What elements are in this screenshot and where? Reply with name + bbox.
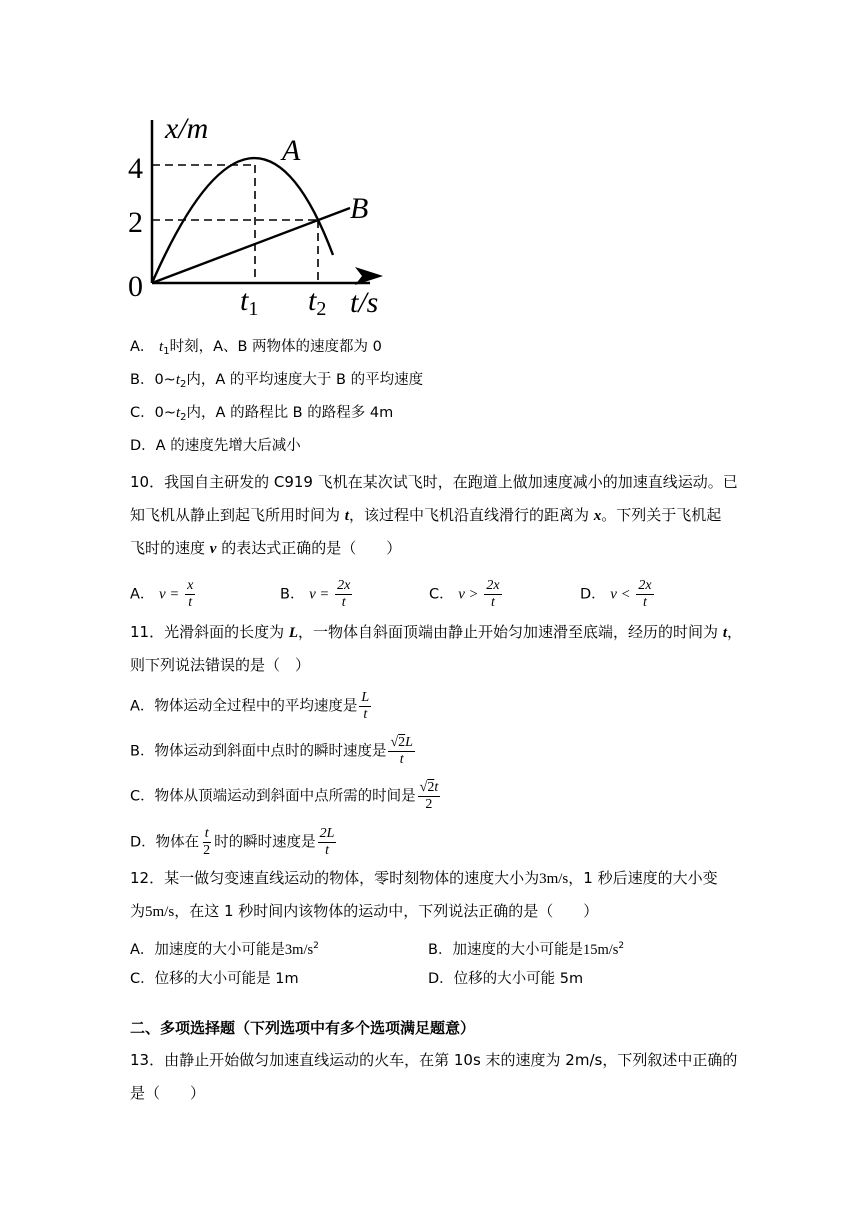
option-text: 加速度的大小可能是 [452, 942, 583, 958]
numerator: 2L [319, 826, 335, 841]
y-tick-2: 2 [128, 206, 143, 239]
q11-stem-line1 [130, 622, 742, 643]
q9-option-b[interactable] [130, 370, 423, 395]
option-letter: C． [429, 586, 454, 603]
subscript: 2 [180, 379, 187, 390]
option-text: 位移的大小可能 5m [453, 971, 584, 987]
q10-option-c[interactable] [429, 578, 504, 611]
lhs: v [458, 586, 465, 603]
option-letter: B． [130, 743, 155, 760]
curve-a-label: A [282, 134, 301, 167]
option-text: 物体在 [155, 834, 200, 851]
numerator: 2x [337, 578, 351, 593]
value: 3m/s [284, 942, 314, 958]
option-text: 物体运动全过程中的平均速度是 [154, 698, 358, 715]
range-prefix: 0~ [154, 372, 176, 388]
option-text: 位移的大小可能是 1m [154, 971, 299, 987]
subscript: 2 [180, 412, 187, 423]
y-tick-4: 4 [128, 152, 143, 185]
text: ，在这 1 秒时间内该物体的运动中，下列说法正确的是（ ） [174, 902, 599, 920]
operator: < [621, 586, 630, 603]
denominator: t [363, 707, 368, 722]
numerator: x [187, 578, 194, 593]
denominator: t [643, 595, 647, 610]
numerator: L [361, 690, 370, 705]
text: ，一物体自斜面顶端由静止开始匀加速滑至底端，经历的时间为 [298, 623, 723, 641]
x-tick-t2: t2 [308, 284, 327, 320]
section-2-heading: 二、多项选择题（下列选项中有多个选项满足题意） [130, 1019, 476, 1037]
q11-option-a[interactable] [130, 690, 373, 723]
xt-graph [0, 0, 860, 320]
lhs: v [610, 586, 617, 603]
var-t: t [176, 405, 181, 421]
text: 的表达式正确的是（ ） [216, 539, 402, 557]
denominator: t [325, 843, 330, 858]
q10-stem-line1: 10．我国自主研发的 C919 飞机在某次试飞时，在跑道上做加速度减小的加速直线运动。已 [130, 473, 738, 491]
option-letter: A． [130, 942, 155, 958]
y-axis-label: x/m [165, 112, 209, 145]
range-prefix: 0~ [154, 405, 176, 421]
q12-stem-line2 [130, 901, 598, 922]
denominator: 2 [425, 797, 433, 812]
var-v: v [209, 541, 217, 557]
text: 为 [130, 902, 146, 920]
q11-stem-line2: 则下列说法错误的是（ ） [130, 656, 311, 674]
q12-option-a[interactable] [130, 936, 319, 960]
q10-option-d[interactable] [580, 578, 656, 611]
line-b-label: B [350, 192, 369, 225]
denominator: t [341, 595, 346, 610]
text: ，1 秒后速度的大小变 [568, 869, 718, 887]
text: 12．某一做匀变速直线运动的物体，零时刻物体的速度大小为 [130, 869, 540, 887]
fraction [318, 826, 337, 859]
denominator: t [188, 595, 193, 610]
var-x: x [593, 508, 602, 524]
option-text: A 的速度先增大后减小 [155, 438, 301, 454]
var-t: t [344, 508, 349, 524]
var-t: t [175, 372, 180, 388]
var-t: t [159, 339, 164, 355]
text: 飞时的速度 [130, 539, 210, 557]
fraction [359, 690, 371, 723]
radicand: 2 [398, 735, 406, 750]
option-text: 加速度的大小可能是 [154, 942, 285, 958]
q11-option-b[interactable] [130, 735, 417, 768]
q12-stem-line1 [130, 868, 718, 889]
option-letter: C． [130, 405, 155, 421]
q9-option-a[interactable] [130, 337, 382, 362]
denominator: t [490, 595, 495, 610]
numerator: 2x [486, 578, 500, 593]
fraction [636, 578, 653, 611]
numerator: 2x [638, 578, 652, 593]
q12-option-d[interactable] [428, 969, 583, 989]
numerator: √2t [419, 780, 439, 795]
q9-option-c[interactable] [130, 403, 393, 428]
initial-speed: 3m/s [539, 871, 569, 887]
q10-stem-line3 [130, 538, 401, 559]
denominator: t [399, 752, 404, 767]
option-letter: D． [580, 586, 606, 603]
origin-label: 0 [128, 270, 143, 303]
option-text: 内，A 的平均速度大于 B 的平均速度 [186, 372, 424, 388]
q9-option-d[interactable] [130, 436, 301, 456]
q10-option-b[interactable] [280, 578, 354, 611]
option-letter: D． [130, 834, 156, 851]
x-tick-t1: t1 [240, 284, 259, 320]
option-letter: A． [130, 586, 155, 603]
operator: > [469, 586, 478, 603]
superscript: 2 [618, 941, 625, 951]
option-letter: C． [130, 971, 155, 987]
radicand: 2 [427, 780, 435, 795]
fraction [388, 735, 414, 768]
final-speed: 5m/s [145, 904, 175, 920]
fraction [185, 578, 195, 611]
fraction [201, 826, 212, 859]
var-L: L [405, 735, 413, 750]
var-t: t [722, 625, 727, 641]
var-L: L [288, 625, 299, 641]
option-letter: D． [130, 438, 156, 454]
fraction [335, 578, 352, 611]
fraction [418, 780, 441, 813]
fraction [484, 578, 501, 611]
text: ，该过程中飞机沿直线滑行的距离为 [348, 506, 594, 524]
text: ， [726, 623, 742, 641]
lhs: v [159, 586, 166, 603]
operator: = [320, 586, 329, 603]
option-text: 物体运动到斜面中点时的瞬时速度是 [154, 743, 387, 760]
q10-option-a[interactable] [130, 578, 197, 611]
option-letter: D． [428, 971, 454, 987]
text: 11．光滑斜面的长度为 [130, 623, 289, 641]
option-text: 内，A 的路程比 B 的路程多 4m [186, 405, 394, 421]
q12-option-b[interactable] [428, 936, 624, 960]
q12-option-c[interactable] [130, 969, 299, 989]
q10-stem-line2 [130, 505, 721, 526]
option-text: 时的瞬时速度是 [214, 834, 316, 851]
q11-option-d[interactable] [130, 826, 338, 859]
x-axis-label: t/s [350, 286, 379, 319]
text: 。下列关于飞机起 [601, 506, 722, 524]
option-text: 物体从顶端运动到斜面中点所需的时间是 [154, 788, 416, 805]
option-letter: C． [130, 788, 155, 805]
superscript: 2 [313, 941, 319, 951]
numerator: t [204, 826, 209, 841]
denominator: 2 [203, 843, 211, 858]
var-t: t [434, 780, 439, 795]
option-letter: B． [428, 942, 453, 958]
option-letter: B． [130, 372, 155, 388]
lhs: v [309, 586, 316, 603]
option-letter: A． [130, 339, 155, 355]
q11-option-c[interactable] [130, 780, 442, 813]
text: 知飞机从静止到起飞所用时间为 [130, 506, 345, 524]
numerator: √2L [390, 735, 413, 750]
q13-stem-line1: 13．由静止开始做匀加速直线运动的火车，在第 10s 末的速度为 2m/s，下列叙述中正确的 [130, 1051, 738, 1069]
q13-stem-line2: 是（ ） [130, 1084, 206, 1102]
option-letter: B． [280, 586, 305, 603]
option-text: 时刻，A、B 两物体的速度都为 0 [169, 339, 382, 355]
option-letter: A． [130, 698, 155, 715]
subscript: 1 [163, 346, 170, 357]
operator: = [170, 586, 179, 603]
value: 15m/s [582, 942, 619, 958]
